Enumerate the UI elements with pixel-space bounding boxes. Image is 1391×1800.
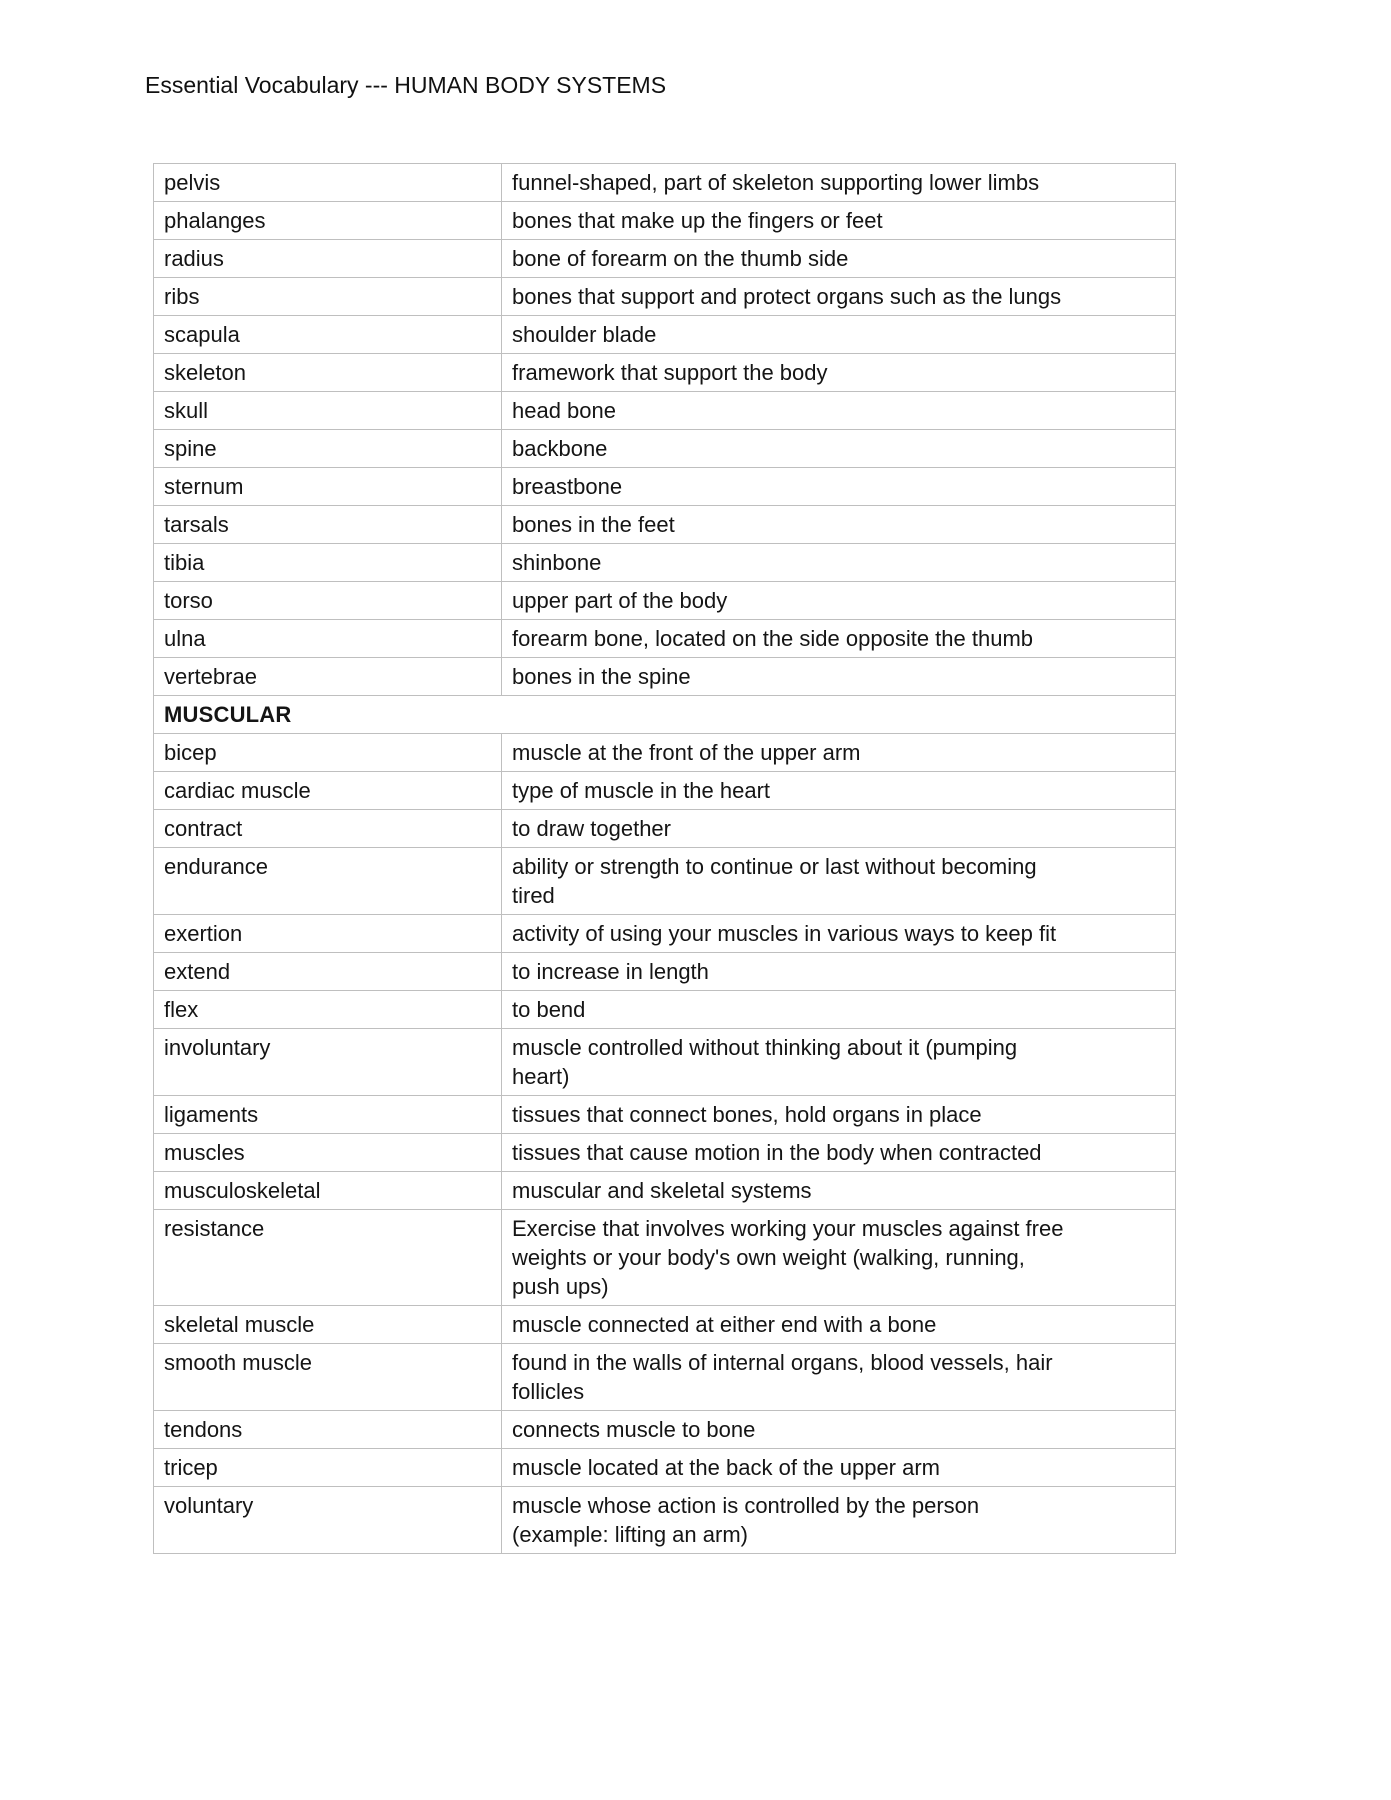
table-row [154, 848, 1176, 915]
definition-cell [502, 848, 1176, 915]
definition-cell [502, 468, 1176, 506]
term-cell: musculoskeletal [154, 1172, 502, 1210]
table-row [154, 202, 1176, 240]
table-row [154, 430, 1176, 468]
table-row [154, 915, 1176, 953]
table-row [154, 468, 1176, 506]
table-row [154, 1096, 1176, 1134]
definition-cell [502, 202, 1176, 240]
definition-line: funnel-shaped, part of skeleton supporting lower limbs [512, 170, 1040, 195]
definition-cell [502, 1306, 1176, 1344]
definition-line: tired [512, 883, 555, 908]
definition-cell [502, 915, 1176, 953]
definition-line: found in the walls of internal organs, blood vessels, hair [512, 1350, 1053, 1375]
term-cell: tricep [154, 1449, 502, 1487]
table-row [154, 1411, 1176, 1449]
term-cell: spine [154, 430, 502, 468]
definition-line: muscle whose action is controlled by the person [512, 1493, 980, 1518]
definition-line: to draw together [512, 816, 671, 841]
definition-line: (example: lifting an arm) [512, 1522, 748, 1547]
table-row [154, 506, 1176, 544]
definition-cell [502, 991, 1176, 1029]
definition-line: tissues that connect bones, hold organs in place [512, 1102, 982, 1127]
term-cell: ligaments [154, 1096, 502, 1134]
table-row [154, 953, 1176, 991]
definition-line: Exercise that involves working your muscles against free [512, 1216, 1064, 1241]
definition-cell [502, 658, 1176, 696]
definition-line: heart) [512, 1064, 570, 1089]
table-row [154, 772, 1176, 810]
table-row [154, 354, 1176, 392]
term-cell: voluntary [154, 1487, 502, 1554]
vocabulary-table [153, 163, 1176, 1554]
term-cell: radius [154, 240, 502, 278]
definition-line: ability or strength to continue or last without becoming [512, 854, 1037, 879]
definition-line: framework that support the body [512, 360, 828, 385]
term-cell: vertebrae [154, 658, 502, 696]
definition-cell [502, 1449, 1176, 1487]
table-row [154, 810, 1176, 848]
definition-line: bones that make up the fingers or feet [512, 208, 883, 233]
table-row [154, 734, 1176, 772]
term-cell: ribs [154, 278, 502, 316]
table-row [154, 620, 1176, 658]
definition-cell [502, 430, 1176, 468]
definition-line: connects muscle to bone [512, 1417, 756, 1442]
definition-cell [502, 734, 1176, 772]
definition-cell [502, 278, 1176, 316]
definition-line: muscle connected at either end with a bone [512, 1312, 937, 1337]
definition-cell [502, 1172, 1176, 1210]
definition-line: weights or your body's own weight (walking, running, [512, 1245, 1025, 1270]
definition-cell [502, 1344, 1176, 1411]
definition-line: head bone [512, 398, 616, 423]
definition-line: activity of using your muscles in various ways to keep fit [512, 921, 1057, 946]
definition-line: muscle located at the back of the upper arm [512, 1455, 941, 1480]
table-row [154, 1029, 1176, 1096]
definition-line: type of muscle in the heart [512, 778, 771, 803]
definition-cell [502, 1029, 1176, 1096]
term-cell: bicep [154, 734, 502, 772]
table-row [154, 544, 1176, 582]
term-cell: sternum [154, 468, 502, 506]
definition-line: to bend [512, 997, 586, 1022]
definition-line: bones in the spine [512, 664, 691, 689]
term-cell: phalanges [154, 202, 502, 240]
table-row [154, 1449, 1176, 1487]
definition-line: shoulder blade [512, 322, 657, 347]
section-header-row [154, 696, 1176, 734]
definition-line: push ups) [512, 1274, 609, 1299]
term-cell: skeleton [154, 354, 502, 392]
definition-cell [502, 1210, 1176, 1306]
vocabulary-table-body [154, 164, 1176, 1554]
term-cell: pelvis [154, 164, 502, 202]
term-cell: extend [154, 953, 502, 991]
table-row [154, 1487, 1176, 1554]
definition-line: muscle controlled without thinking about it (pumping [512, 1035, 1018, 1060]
definition-cell [502, 1487, 1176, 1554]
table-row [154, 582, 1176, 620]
definition-line: follicles [512, 1379, 585, 1404]
definition-cell [502, 620, 1176, 658]
term-cell: resistance [154, 1210, 502, 1306]
definition-line: backbone [512, 436, 608, 461]
definition-cell [502, 240, 1176, 278]
definition-line: tissues that cause motion in the body when contracted [512, 1140, 1042, 1165]
definition-cell [502, 1411, 1176, 1449]
table-row [154, 1306, 1176, 1344]
definition-line: muscle at the front of the upper arm [512, 740, 861, 765]
definition-line: muscular and skeletal systems [512, 1178, 812, 1203]
term-cell: muscles [154, 1134, 502, 1172]
term-cell: skull [154, 392, 502, 430]
term-cell: smooth muscle [154, 1344, 502, 1411]
term-cell: exertion [154, 915, 502, 953]
term-cell: involuntary [154, 1029, 502, 1096]
table-row [154, 991, 1176, 1029]
term-cell: tarsals [154, 506, 502, 544]
definition-cell [502, 506, 1176, 544]
definition-line: forearm bone, located on the side opposite the thumb [512, 626, 1034, 651]
term-cell: skeletal muscle [154, 1306, 502, 1344]
table-row [154, 658, 1176, 696]
table-row [154, 1210, 1176, 1306]
definition-cell [502, 544, 1176, 582]
definition-line: bones in the feet [512, 512, 675, 537]
definition-cell [502, 582, 1176, 620]
page-title: Essential Vocabulary --- HUMAN BODY SYSTEMS [145, 72, 667, 98]
table-row [154, 316, 1176, 354]
term-cell: torso [154, 582, 502, 620]
section-header-cell: MUSCULAR [154, 696, 1176, 734]
table-row [154, 240, 1176, 278]
table-row [154, 1172, 1176, 1210]
definition-line: to increase in length [512, 959, 709, 984]
term-cell: contract [154, 810, 502, 848]
table-row [154, 278, 1176, 316]
table-row [154, 392, 1176, 430]
definition-cell [502, 1134, 1176, 1172]
definition-line: bones that support and protect organs such as the lungs [512, 284, 1062, 309]
definition-cell [502, 316, 1176, 354]
definition-cell [502, 772, 1176, 810]
term-cell: cardiac muscle [154, 772, 502, 810]
term-cell: tendons [154, 1411, 502, 1449]
definition-cell [502, 354, 1176, 392]
term-cell: scapula [154, 316, 502, 354]
table-row [154, 1344, 1176, 1411]
definition-cell [502, 164, 1176, 202]
definition-cell [502, 1096, 1176, 1134]
term-cell: tibia [154, 544, 502, 582]
term-cell: ulna [154, 620, 502, 658]
definition-cell [502, 810, 1176, 848]
term-cell: flex [154, 991, 502, 1029]
definition-cell [502, 392, 1176, 430]
definition-line: bone of forearm on the thumb side [512, 246, 849, 271]
table-row [154, 1134, 1176, 1172]
table-row [154, 164, 1176, 202]
definition-cell [502, 953, 1176, 991]
term-cell: endurance [154, 848, 502, 915]
definition-line: shinbone [512, 550, 602, 575]
definition-line: breastbone [512, 474, 623, 499]
definition-line: upper part of the body [512, 588, 728, 613]
